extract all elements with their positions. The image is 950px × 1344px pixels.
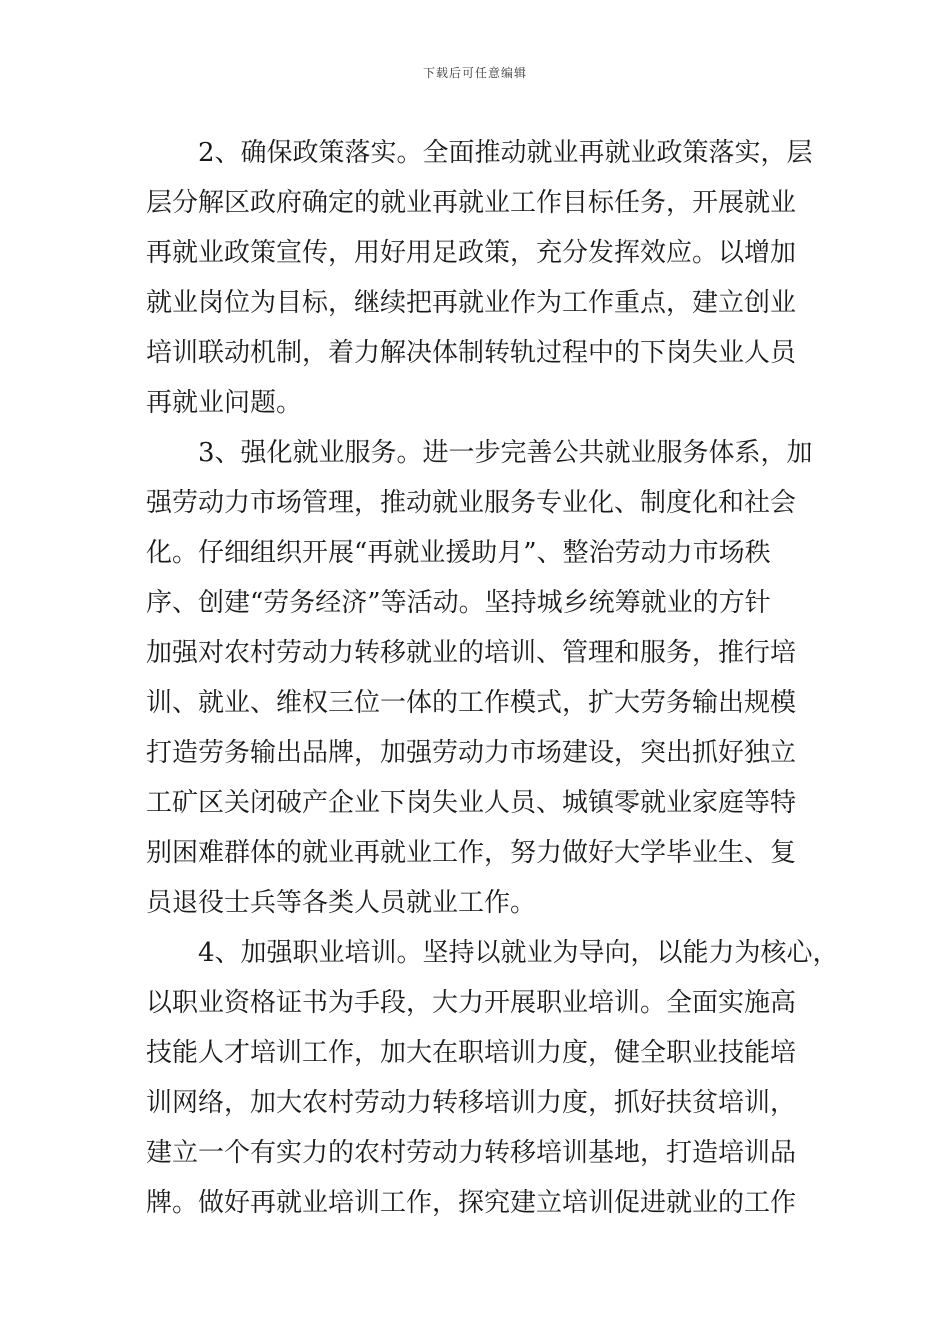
text-line: 2、确保政策落实。全面推动就业再就业政策落实，层 — [198, 138, 813, 168]
text-line: 再就业问题。 — [146, 388, 303, 418]
text-line: 强劳动力市场管理，推动就业服务专业化、制度化和社会 — [146, 488, 797, 518]
text-line: 加强对农村劳动力转移就业的培训、管理和服务，推行培 — [146, 638, 797, 668]
text-line: 工矿区关闭破产企业下岗失业人员、城镇零就业家庭等特 — [146, 788, 797, 818]
header-note: 下载后可任意编辑 — [422, 66, 527, 80]
text-line: 员退役士兵等各类人员就业工作。 — [146, 888, 537, 918]
text-line: 牌。做好再就业培训工作，探究建立培训促进就业的工作 — [146, 1188, 797, 1218]
text-line: 训、就业、维权三位一体的工作模式，扩大劳务输出规模 — [146, 688, 797, 718]
text-line: 以职业资格证书为手段，大力开展职业培训。全面实施高 — [146, 988, 797, 1018]
text-line: 层分解区政府确定的就业再就业工作目标任务，开展就业 — [146, 188, 797, 218]
text-line: 序、创建“劳务经济”等活动。坚持城乡统筹就业的方针 — [146, 588, 771, 618]
text-line: 训网络，加大农村劳动力转移培训力度，抓好扶贫培训， — [146, 1088, 797, 1118]
text-line: 4、加强职业培训。坚持以就业为导向，以能力为核心， — [198, 938, 839, 968]
text-line: 技能人才培训工作，加大在职培训力度，健全职业技能培 — [146, 1038, 797, 1068]
paragraph-vocational-training — [146, 928, 839, 1228]
paragraph-policy-implementation — [146, 128, 814, 428]
text-line: 就业岗位为目标，继续把再就业作为工作重点，建立创业 — [146, 288, 797, 318]
body-text — [146, 128, 839, 1228]
text-line: 别困难群体的就业再就业工作，努力做好大学毕业生、复 — [146, 838, 797, 868]
text-line: 建立一个有实力的农村劳动力转移培训基地，打造培训品 — [146, 1138, 797, 1168]
text-line: 再就业政策宣传，用好用足政策，充分发挥效应。以增加 — [146, 238, 797, 268]
text-line: 3、强化就业服务。进一步完善公共就业服务体系，加 — [198, 438, 813, 468]
text-line: 化。仔细组织开展“再就业援助月”、整治劳动力市场秩 — [146, 538, 771, 568]
paragraph-employment-services — [146, 428, 814, 928]
text-line: 打造劳务输出品牌，加强劳动力市场建设，突出抓好独立 — [146, 738, 797, 768]
text-line: 培训联动机制，着力解决体制转轨过程中的下岗失业人员 — [146, 338, 797, 368]
